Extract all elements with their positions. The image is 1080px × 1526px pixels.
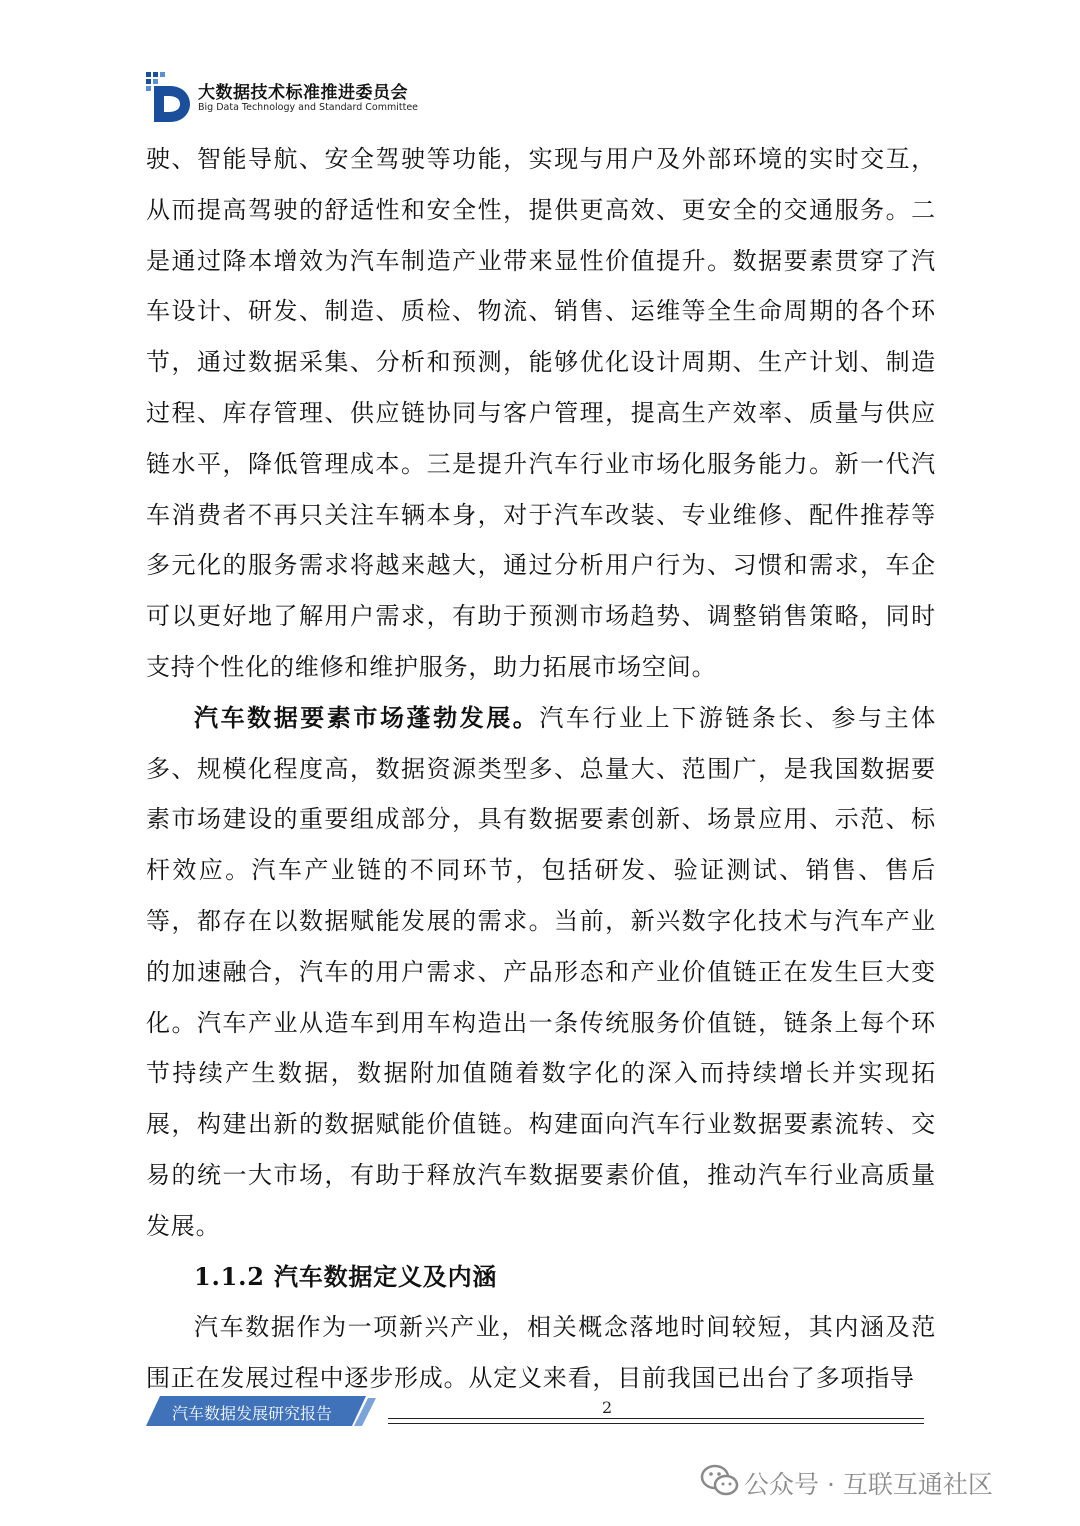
report-title: 汽车数据发展研究报告	[172, 1404, 333, 1423]
org-name-en: Big Data Technology and Standard Committee	[198, 102, 419, 113]
paragraph-1: 驶、智能导航、安全驾驶等功能，实现与用户及外部环境的实时交互，从而提高驾驶的舒适性和安全性，提供更高效、更安全的交通服务。二是通过降本增效为汽车制造产业带来显性价值提升。数据要素贯穿了汽车设计、研发、制造、质检、物流、销售、运维等全生命周期的各个环节，通过数据采集、分析和预测，能够优化设计周期、生产计划、制造过程、库存管理、供应链协同与客户管理，提高生产效率、质量与供应链水平，降低管理成本。三是提升汽车行业市场化服务能力。新一代汽车消费者不再只关注车辆本身，对于汽车改装、专业维修、配件推荐等多元化的服务需求将越来越大，通过分析用户行为、习惯和需求，车企可以更好地了解用户需求，有助于预测市场趋势、调整销售策略，同时支持个性化的维修和维护服务，助力拓展市场空间。	[146, 145, 936, 681]
watermark-text: 公众号 · 互联互通社区	[744, 1470, 993, 1499]
footer-rule	[388, 1423, 924, 1424]
org-name-zh: 大数据技术标准推进委员会	[198, 83, 408, 103]
section-heading: 1.1.2 汽车数据定义及内涵	[194, 1261, 498, 1291]
logo-d-icon	[146, 72, 192, 122]
footer-rule	[388, 1418, 924, 1419]
page-header	[146, 72, 446, 122]
paragraph-3: 汽车数据作为一项新兴产业，相关概念落地时间较短，其内涵及范围正在发展过程中逐步形成。从定义来看，目前我国已出台了多项指导	[146, 1313, 936, 1393]
paragraph-2-text: 汽车行业上下游链条长、参与主体多、规模化程度高，数据资源类型多、总量大、范围广，是我国数据要素市场建设的重要组成部分，具有数据要素创新、场景应用、示范、标杆效应。汽车产业链的不同环节，包括研发、验证测试、销售、售后等，都存在以数据赋能发展的需求。当前，新兴数字化技术与汽车产业的加速融合，汽车的用户需求、产品形态和产业价值链正在发生巨大变化。汽车产业从造车到用车构造出一条传统服务价值链，链条上每个环节持续产生数据，数据附加值随着数字化的深入而持续增长并实现拓展，构建出新的数据赋能价值链。构建面向汽车行业数据要素流转、交易的统一大市场，有助于释放汽车数据要素价值，推动汽车行业高质量发展。	[146, 703, 937, 1240]
watermark	[700, 1463, 1060, 1503]
page-footer	[146, 1396, 936, 1436]
page-number: 2	[602, 1398, 613, 1417]
paragraph-2	[146, 693, 936, 1252]
document-body	[146, 134, 936, 1404]
wechat-icon	[700, 1463, 740, 1499]
paragraph-2-lead: 汽车数据要素市场蓬勃发展。	[194, 702, 540, 732]
